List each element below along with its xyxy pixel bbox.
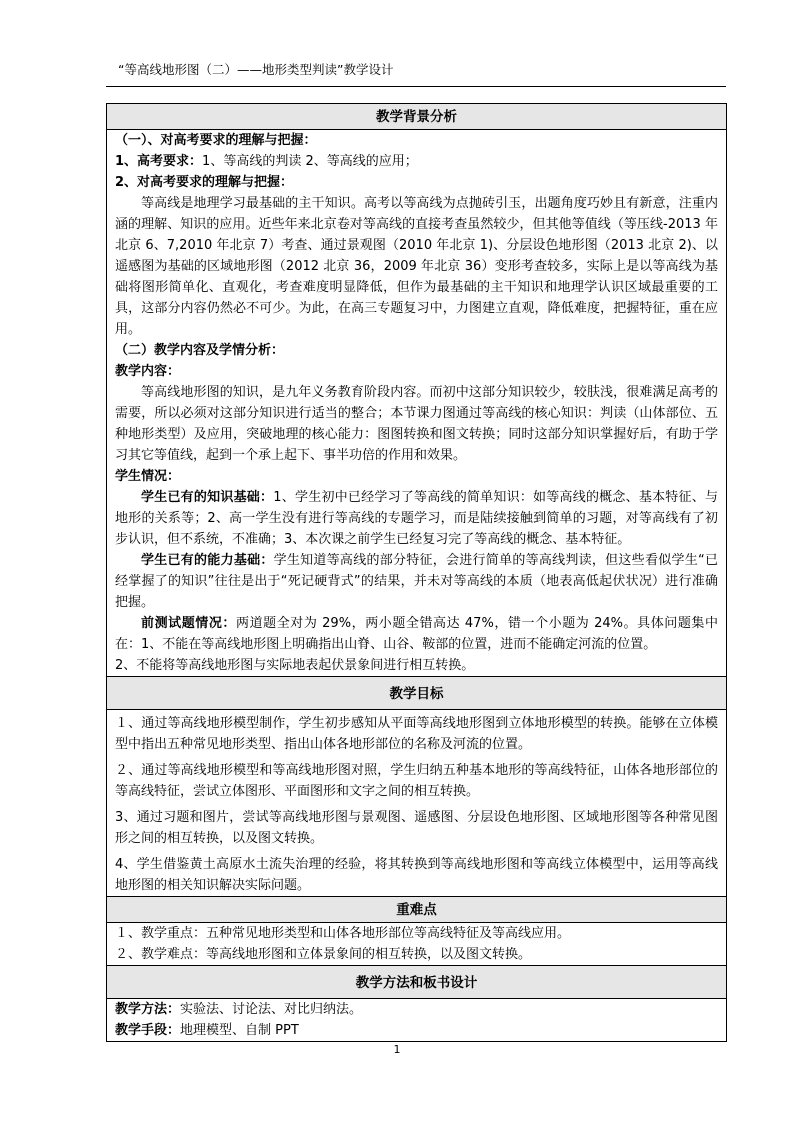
pretest-text: 两道题全对为 29%，两小题全错高达 47%，错一个小题为 24%。具体问题集中在：1、不能在等高线地形图上明确指出山脊、山谷、鞍部的位置，进而不能确定河流的位置。 [115, 616, 718, 652]
pretest-paragraph [115, 613, 718, 655]
section-heading-key-points: 重难点 [107, 897, 727, 923]
label-knowledge-base: 学生已有的知识基础： [141, 490, 274, 505]
document-title: “等高线地形图（二）——地形类型判读”教学设计 [118, 62, 394, 77]
teaching-content-paragraph: 等高线地形图的知识，是九年义务教育阶段内容。而初中这部分知识较少，较肤浅，很难满足高考的需要，所以必须对这部分知识进行适当的整合；本节课力图通过等高线的核心知识：判读（山体部位、五种地形类型）及应用，突破地理的核心能力：图图转换和图文转换；同时这部分知识掌握好后，有助于学习其它等值线，起到一个承上起下、事半功倍的作用和效果。 [115, 385, 718, 463]
goal-item-4: 4、学生借鉴黄土高原水土流失治理的经验，将其转换到等高线地形图和等高线立体模型中，运用等高线地形图的相关知识解决实际问题。 [115, 857, 718, 893]
subheading-understanding: 2、对高考要求的理解与把握： [115, 175, 294, 190]
section-heading-methods: 教学方法和板书设计 [107, 966, 727, 999]
lesson-plan-table [106, 103, 727, 1042]
key-points-cell [107, 923, 727, 966]
background-cell [107, 130, 727, 677]
subheading-content-analysis: （二）教学内容及学情分析： [115, 343, 285, 358]
teaching-means-line [115, 1020, 718, 1041]
ability-base-text: 学生知道等高线的部分特征，会进行简单的等高线判读，但这些看似学生“已经掌握了的知识”往往是出于“死记硬背式”的结果，并未对等高线的本质（地表高低起伏状况）进行准确把握。 [115, 553, 718, 610]
goals-cell [107, 710, 727, 897]
teaching-method-text: 实验法、讨论法、对比归纳法。 [180, 1002, 363, 1017]
goal-item-1: １、通过等高线地形模型制作，学生初步感知从平面等高线地形图到立体地形模型的转换。能够在立体模型中指出五种常见地形类型、指出山体各地形部位的名称及河流的位置。 [115, 716, 718, 752]
understanding-paragraph: 等高线是地理学习最基础的主干知识。高考以等高线为点抛砖引玉，出题角度巧妙且有新意，注重内涵的理解、知识的应用。近些年来北京卷对等高线的直接考查虽然较少，但其他等值线（等压线-2013 年北京 6、7,2010 年北京 7）考查、通过景观图（2010 年北京 1)、分层设色地形图（2013 北京 2)、以遥感图为基础的区域地形图（2012 北京 36，2009 年北京 36）变形考查较多，实际上是以等高线为基础将图形简单化、直观化，考查难度明显降低，但作为最基础的主干知识和地理学认识区域最重要的工具，这部分内容仍然必不可少。为此，在高三专题复习中，力图建立直观，降低难度，把握特征，重在应用。 [115, 196, 718, 337]
label-pretest: 前测试题情况： [141, 616, 237, 631]
pretest-paragraph-2: 2、不能将等高线地形图与实际地表起伏景象间进行相互转换。 [115, 658, 475, 673]
knowledge-base-text: 1、学生初中已经学习了等高线的简单知识：如等高线的概念、基本特征、与地形的关系等；2、高一学生没有进行等高线的专题学习，而是陆续接触到简单的习题，对等高线有了初步认识，但不系统，不准确；3、本次课之前学生已经复习完了等高线的概念、基本特征。 [115, 490, 718, 547]
knowledge-base-paragraph [115, 487, 718, 550]
label-student-situation: 学生情况： [115, 469, 181, 484]
exam-requirement-line [115, 151, 718, 172]
label-teaching-means: 教学手段： [115, 1023, 181, 1038]
header-rule [106, 86, 726, 87]
methods-cell [107, 999, 727, 1042]
teaching-method-line [115, 999, 718, 1020]
exam-requirement-text: 1、等高线的判读 2、等高线的应用； [202, 154, 418, 169]
key-point-item-1: １、教学重点：五种常见地形类型和山体各地形部位等高线特征及等高线应用。 [115, 926, 571, 941]
label-teaching-content: 教学内容： [115, 364, 181, 379]
key-point-item-2: ２、教学难点：等高线地形图和立体景象间的相互转换，以及图文转换。 [115, 947, 532, 962]
page-number: 1 [393, 1043, 401, 1056]
label-exam-requirement: 1、高考要求： [115, 154, 203, 169]
label-ability-base: 学生已有的能力基础： [141, 553, 274, 568]
goal-item-3: 3、通过习题和图片，尝试等高线地形图与景观图、遥感图、分层设色地形图、区域地形图等各种常见图形之间的相互转换，以及图文转换。 [115, 810, 718, 846]
goal-item-2: ２、通过等高线地形模型和等高线地形图对照，学生归纳五种基本地形的等高线特征，山体各地形部位的等高线特征，尝试立体图形、平面图形和文字之间的相互转换。 [115, 763, 718, 799]
section-heading-background: 教学背景分析 [107, 104, 727, 130]
ability-base-paragraph [115, 550, 718, 613]
section-heading-goals: 教学目标 [107, 677, 727, 710]
teaching-means-text: 地理模型、自制 PPT [180, 1023, 299, 1038]
subheading-exam-requirements: （一）、对高考要求的理解与把握： [115, 133, 317, 148]
label-teaching-method: 教学方法： [115, 1002, 181, 1017]
